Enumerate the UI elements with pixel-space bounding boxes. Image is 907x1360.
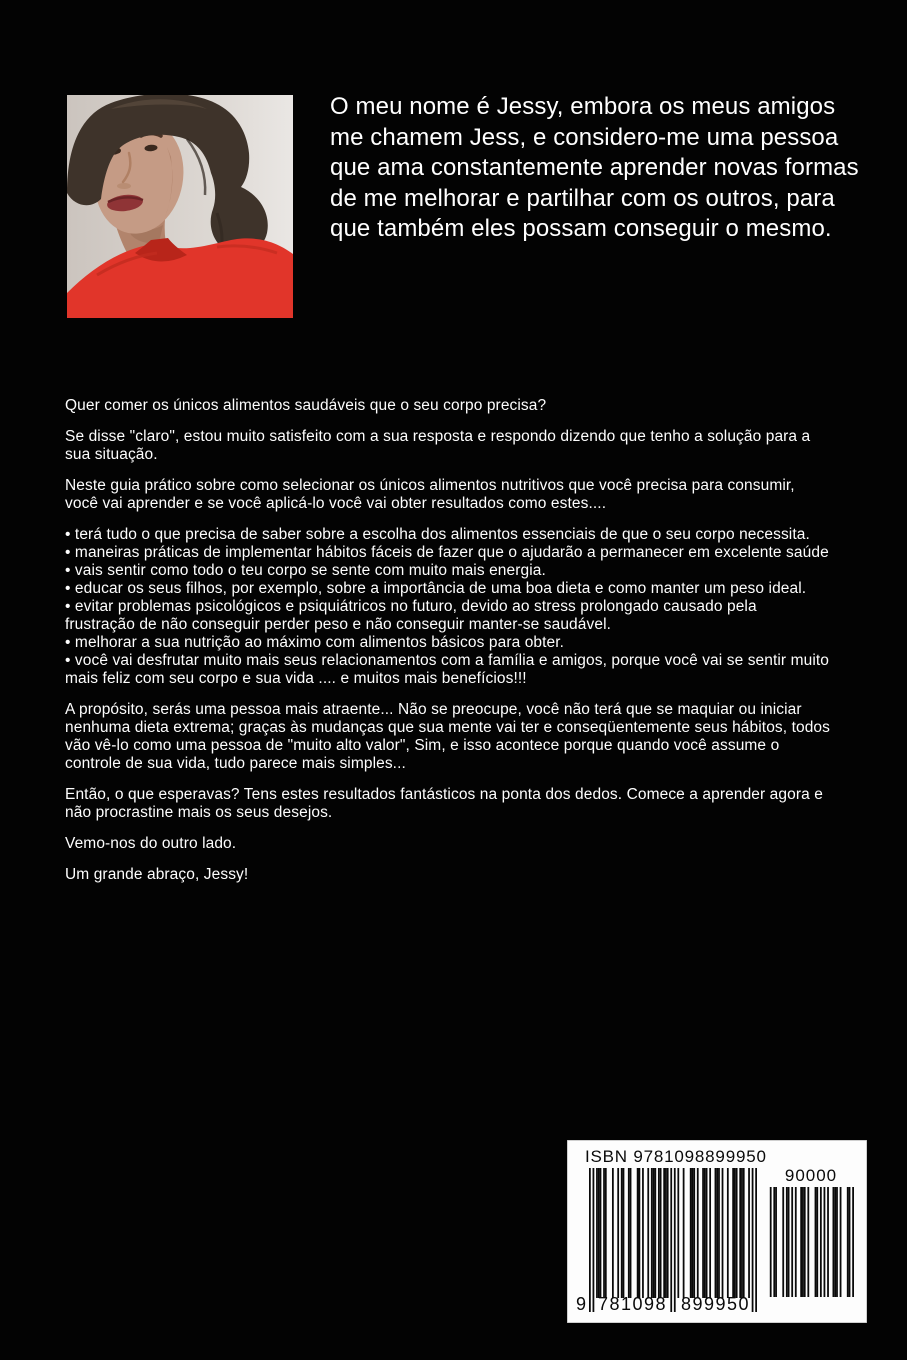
bullet-item: • evitar problemas psicológicos e psiquiátricos no futuro, devido ao stress prolongado causado pela frustração de não conseguir perder peso e não conseguir manter-se saudável. xyxy=(65,598,757,633)
isbn-barcode-box xyxy=(567,1140,867,1323)
bullet-item: • maneiras práticas de implementar hábitos fáceis de fazer que o ajudarão a permanecer em excelente saúde xyxy=(65,544,829,561)
intro-line: me chamem Jess, e considero-me uma pessoa xyxy=(330,123,839,151)
intro-line: O meu nome é Jessy, embora os meus amigos xyxy=(330,93,836,120)
bullet-item: • educar os seus filhos, por exemplo, sobre a importância de uma boa dieta e como manter um peso ideal. xyxy=(65,580,807,597)
barcode-digit-group: 9 xyxy=(575,1294,586,1314)
bullet-item: • melhorar a sua nutrição ao máximo com alimentos básicos para obter. xyxy=(65,634,565,651)
author-photo-illustration xyxy=(67,95,293,318)
barcode-supplement-label: 90000 xyxy=(784,1166,838,1185)
bullet-item: • terá tudo o que precisa de saber sobre a escolha dos alimentos essenciais de que o seu corpo necessita. xyxy=(65,526,810,543)
intro-line: que também eles possam conseguir o mesmo. xyxy=(330,215,832,242)
author-photo xyxy=(67,95,293,318)
paragraph: Quer comer os únicos alimentos saudáveis que o seu corpo precisa? xyxy=(65,397,547,414)
bullet-item: • você vai desfrutar muito mais seus relacionamentos com a família e amigos, porque você vai se sentir muito mais feliz com seu corpo e sua vida .... e muitos mais benefícios!!! xyxy=(65,652,830,687)
barcode-digit-group: 781098 xyxy=(597,1294,668,1314)
paragraph: A propósito, serás uma pessoa mais atraente... Não se preocupe, você não terá que se maquiar ou iniciar nenhuma dieta extrema; graças às mudanças que sua mente vai ter e conseqüentemente seus hábitos, todos vão vê-lo como uma pessoa de "muito alto valor", Sim, e isso acontece porque quando você assume o controle de sua vida, tudo parece mais simples... xyxy=(65,701,830,772)
ean13-barcode xyxy=(589,1168,757,1312)
ean5-supplement-barcode xyxy=(768,1187,854,1297)
author-intro xyxy=(330,92,870,245)
body-text xyxy=(65,397,830,897)
paragraph: Neste guia prático sobre como selecionar os únicos alimentos nutritivos que você precisa para consumir, você vai aprender e se você aplicá-lo você vai obter resultados como estes.... xyxy=(65,477,795,512)
bullet-item: • vais sentir como todo o teu corpo se sente com muito mais energia. xyxy=(65,562,546,579)
intro-line: que ama constantemente aprender novas formas xyxy=(330,154,859,181)
bullet-list xyxy=(65,526,830,688)
barcode-digit-group: 899950 xyxy=(680,1294,751,1314)
paragraph: Então, o que esperavas? Tens estes resultados fantásticos na ponta dos dedos. Comece a aprender agora e não procrastine mais os seus desejos. xyxy=(65,786,823,821)
isbn-label: ISBN 9781098899950 xyxy=(585,1147,767,1166)
intro-line: de me melhorar e partilhar com os outros, para xyxy=(330,184,835,212)
paragraph: Um grande abraço, Jessy! xyxy=(65,866,249,883)
paragraph: Vemo-nos do outro lado. xyxy=(65,835,237,852)
paragraph: Se disse "claro", estou muito satisfeito com a sua resposta e respondo dizendo que tenho a solução para a sua situação. xyxy=(65,428,811,463)
